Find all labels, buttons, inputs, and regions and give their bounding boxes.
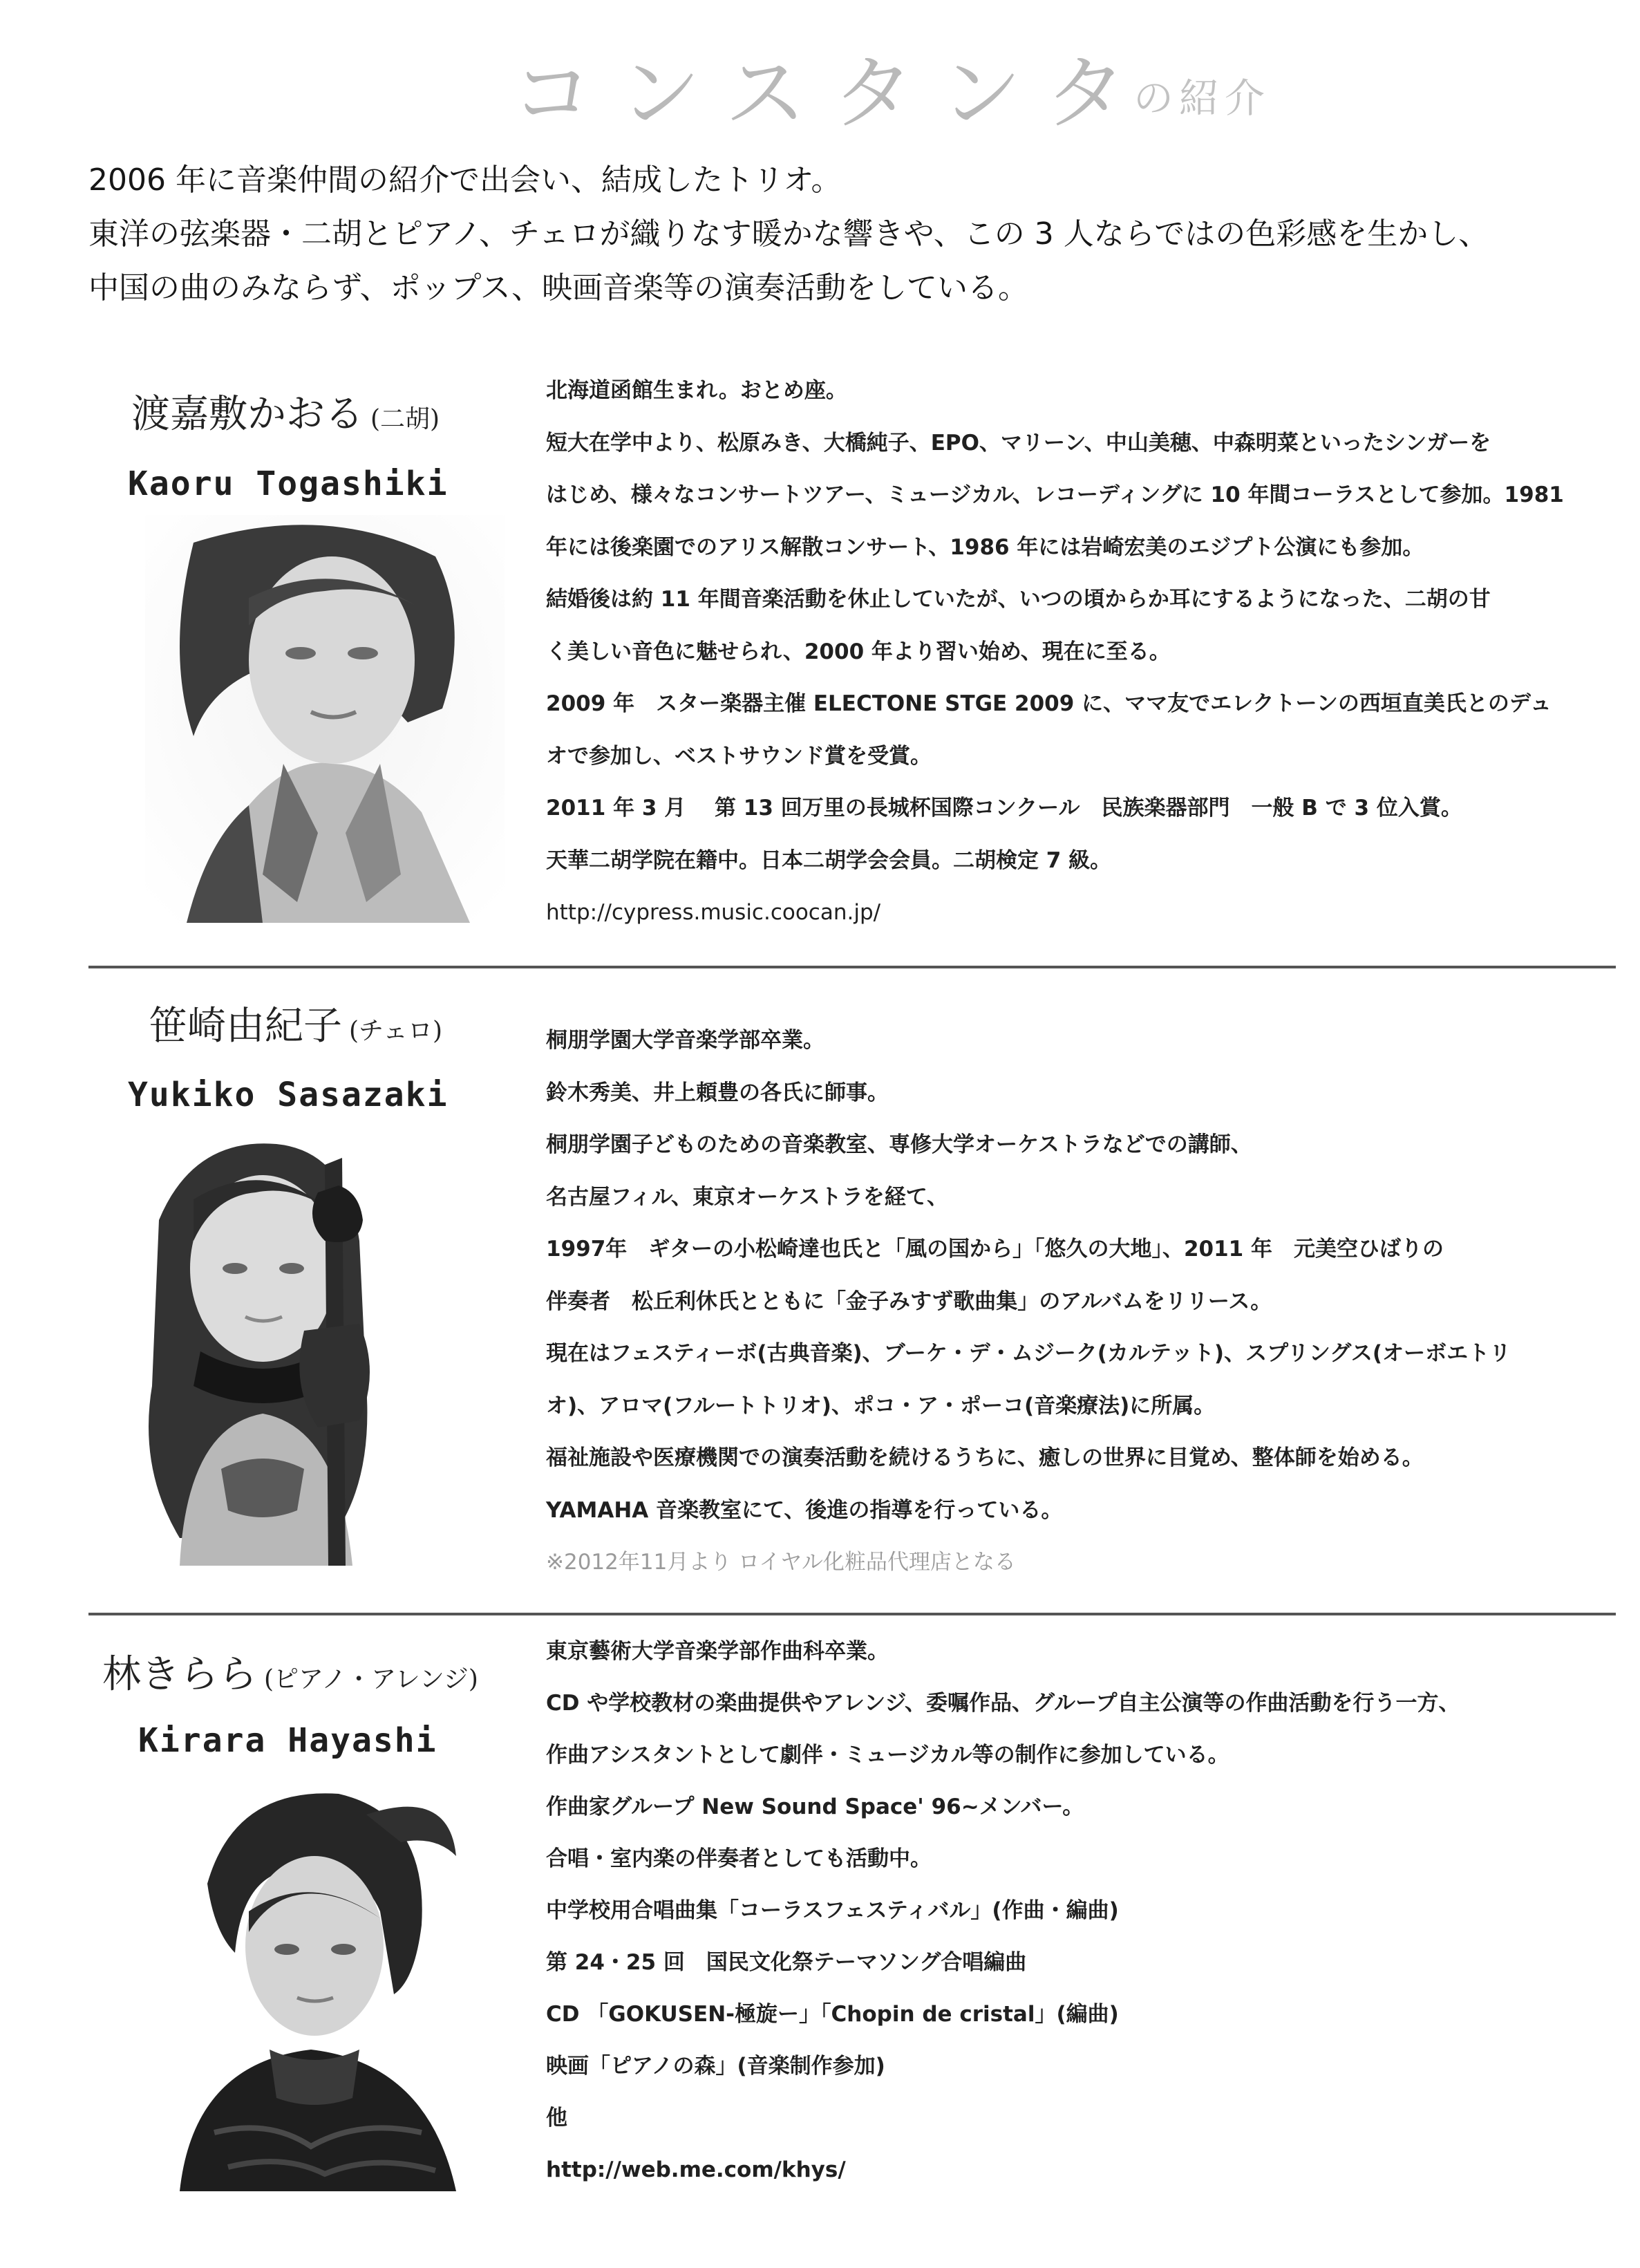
member-name-en: Kaoru Togashiki: [128, 465, 449, 503]
bio-line: 合唱・室内楽の伴奏者としても活動中。: [546, 1846, 932, 1871]
bio-line: はじめ、様々なコンサートツアー、ミュージカル、レコーディングに 10 年間コーラスとして参加。1981: [546, 482, 1564, 507]
intro-line: 2006 年に音楽仲間の紹介で出会い、結成したトリオ。: [88, 162, 842, 198]
title-main: コンスタンタ: [511, 46, 1153, 141]
bio-line: 桐朋学園子どものための音楽教室、専修大学オーケストラなどでの講師、: [546, 1132, 1252, 1157]
member-photo-togashiki: [145, 515, 505, 923]
bio-line: 第 24・25 回 国民文化祭テーマソング合唱編曲: [546, 1950, 1027, 1975]
bio-line: CD や学校教材の楽曲提供やアレンジ、委嘱作品、グループ自主公演等の作曲活動を行う一方、: [546, 1691, 1460, 1716]
page-title: [511, 28, 1341, 141]
member-photo-hayashi: [131, 1773, 491, 2191]
bio-line: オで参加し、ベストサウンド賞を受賞。: [546, 743, 932, 769]
bio-line: 桐朋学園大学音楽学部卒業。: [546, 1028, 824, 1053]
bio-line: 2011 年 3 月 第 13 回万里の長城杯国際コンクール 民族楽器部門 一般 B で 3 位入賞。: [546, 796, 1462, 821]
bio-line: 結婚後は約 11 年間音楽活動を休止していたが、いつの頃からか耳にするようになった、二胡の甘: [546, 587, 1491, 612]
member-name-ja: [149, 995, 442, 1051]
bio-line: 1997年 ギターの小松崎達也氏と「風の国から」「悠久の大地」、2011 年 元美空ひばりの: [546, 1237, 1444, 1262]
bio-line: 鈴木秀美、井上頼豊の各氏に師事。: [546, 1080, 889, 1105]
bio-line: 作曲アシスタントとして劇伴・ミュージカル等の制作に参加している。: [546, 1743, 1229, 1768]
member-bio: [546, 1015, 1610, 1589]
member-name-en: Yukiko Sasazaki: [128, 1076, 449, 1114]
member-name-ja: [131, 384, 440, 439]
bio-line: CD 「GOKUSEN-極旋ー」「Chopin de cristal」(編曲): [546, 2002, 1119, 2027]
intro-line: 中国の曲のみならず、ポップス、映画音楽等の演奏活動をしている。: [88, 270, 1029, 306]
bio-line: 現在はフェスティーボ(古典音楽)、ブーケ・デ・ムジーク(カルテット)、スプリングス(オーボエトリ: [546, 1341, 1511, 1366]
bio-line: く美しい音色に魅せられ、2000 年より習い始め、現在に至る。: [546, 639, 1171, 664]
member-role: (チェロ): [349, 1017, 443, 1045]
bio-line: 映画「ピアノの森」(音楽制作参加): [546, 2054, 885, 2079]
member-photo-sasazaki: [97, 1123, 456, 1566]
title-sub: の紹介: [1133, 75, 1271, 122]
member-bio: [546, 1626, 1610, 2196]
bio-note: ※2012年11月より ロイヤル化粧品代理店となる: [546, 1550, 1016, 1575]
bio-line: 他: [546, 2106, 567, 2130]
bio-line: YAMAHA 音楽教室にて、後進の指導を行っている。: [546, 1497, 1063, 1523]
bio-line: 短大在学中より、松原みき、大橋純子、EPO、マリーン、中山美穂、中森明菜といったシンガーを: [546, 430, 1491, 456]
bio-line: 作曲家グループ New Sound Space' 96~メンバー。: [546, 1794, 1084, 1819]
bio-link[interactable]: http://cypress.music.coocan.jp/: [546, 900, 881, 925]
bio-line: 東京藝術大学音楽学部作曲科卒業。: [546, 1639, 889, 1664]
intro-text: [88, 153, 1574, 315]
bio-line: オ)、アロマ(フルートトリオ)、ポコ・ア・ポーコ(音楽療法)に所属。: [546, 1393, 1216, 1418]
bio-link[interactable]: http://web.me.com/khys/: [546, 2157, 846, 2182]
member-bio: [546, 365, 1610, 939]
member-name-ja: [102, 1644, 478, 1699]
bio-line: 福祉施設や医療機関での演奏活動を続けるうちに、癒しの世界に目覚め、整体師を始める。: [546, 1445, 1424, 1470]
bio-line: 中学校用合唱曲集「コーラスフェスティバル」(作曲・編曲): [546, 1898, 1119, 1923]
member-role: (二胡): [370, 405, 440, 433]
member-name-en: Kirara Hayashi: [138, 1721, 437, 1760]
section-divider: [88, 966, 1616, 968]
intro-line: 東洋の弦楽器・二胡とピアノ、チェロが織りなす暖かな響きや、この 3 人ならではの色彩感を生かし、: [88, 216, 1489, 252]
bio-line: 名古屋フィル、東京オーケストラを経て、: [546, 1184, 949, 1210]
bio-line: 伴奏者 松丘利休氏とともに「金子みすず歌曲集」のアルバムをリリース。: [546, 1288, 1272, 1314]
bio-line: 天華二胡学院在籍中。日本二胡学会会員。二胡検定 7 級。: [546, 847, 1112, 873]
bio-line: 北海道函館生まれ。おとめ座。: [546, 378, 847, 403]
name-ja-text: 渡嘉敷かおる: [131, 392, 364, 437]
bio-line: 年には後楽園でのアリス解散コンサート、1986 年には岩崎宏美のエジプト公演にも参加。: [546, 534, 1424, 560]
name-ja-text: 林きらら: [102, 1652, 257, 1697]
bio-line: 2009 年 スター楽器主催 ELECTONE STGE 2009 に、ママ友でエレクトーンの西垣直美氏とのデュ: [546, 691, 1552, 716]
name-ja-text: 笹崎由紀子: [149, 1004, 342, 1049]
member-role: (ピアノ・アレンジ): [264, 1665, 478, 1694]
section-divider: [88, 1613, 1616, 1615]
